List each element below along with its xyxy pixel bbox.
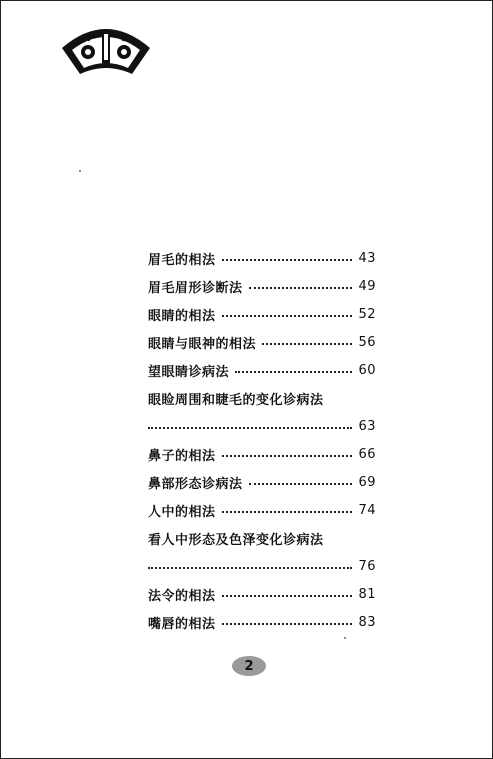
toc-entry-continuation[interactable] [148,412,376,440]
toc-title: 眉毛眉形诊断法 [148,280,243,296]
toc-entry[interactable] [148,608,376,636]
toc-page-number: 43 [358,250,376,266]
dot-leader [249,287,353,289]
page-number: 2 [244,658,254,674]
dot-leader [222,623,353,625]
toc-title: 眉毛的相法 [148,252,216,268]
toc-entry[interactable] [148,524,376,552]
toc-entry[interactable] [148,384,376,412]
dot-leader [249,483,353,485]
toc-entry[interactable] [148,356,376,384]
dot-leader [222,315,353,317]
toc-page-number: 63 [358,418,376,434]
dot-leader [222,595,353,597]
page-number-badge [232,656,266,676]
dot-leader [262,343,352,345]
toc-page-number: 76 [358,558,376,574]
toc-page-number: 56 [358,334,376,350]
speck [344,637,346,639]
toc-title: 望眼睛诊病法 [148,364,230,380]
toc-entry-continuation[interactable] [148,552,376,580]
dot-leader [222,455,353,457]
toc-title: 看人中形态及色泽变化诊病法 [148,532,324,548]
toc-page-number: 83 [358,614,376,630]
toc-title: 人中的相法 [148,504,216,520]
table-of-contents [148,244,376,636]
toc-title: 法令的相法 [148,588,216,604]
toc-page-number: 69 [358,474,376,490]
toc-page-number: 74 [358,502,376,518]
speck [79,170,81,172]
toc-title: 嘴唇的相法 [148,616,216,632]
dot-leader [222,259,353,261]
toc-title: 眼睛与眼神的相法 [148,336,257,352]
toc-page-number: 52 [358,306,376,322]
toc-entry[interactable] [148,300,376,328]
dot-leader [148,567,352,569]
toc-entry[interactable] [148,468,376,496]
toc-entry[interactable] [148,244,376,272]
toc-title: 眼睛的相法 [148,308,216,324]
toc-page-number: 81 [358,586,376,602]
toc-entry[interactable] [148,328,376,356]
fan-ornament-icon [58,18,154,78]
dot-leader [235,371,352,373]
toc-entry[interactable] [148,272,376,300]
toc-title: 鼻子的相法 [148,448,216,464]
toc-entry[interactable] [148,496,376,524]
toc-page-number: 49 [358,278,376,294]
toc-page-number: 60 [358,362,376,378]
toc-title: 眼睑周围和睫毛的变化诊病法 [148,392,324,408]
dot-leader [222,511,353,513]
toc-title: 鼻部形态诊病法 [148,476,243,492]
dot-leader [148,427,352,429]
toc-page-number: 66 [358,446,376,462]
toc-entry[interactable] [148,580,376,608]
toc-entry[interactable] [148,440,376,468]
